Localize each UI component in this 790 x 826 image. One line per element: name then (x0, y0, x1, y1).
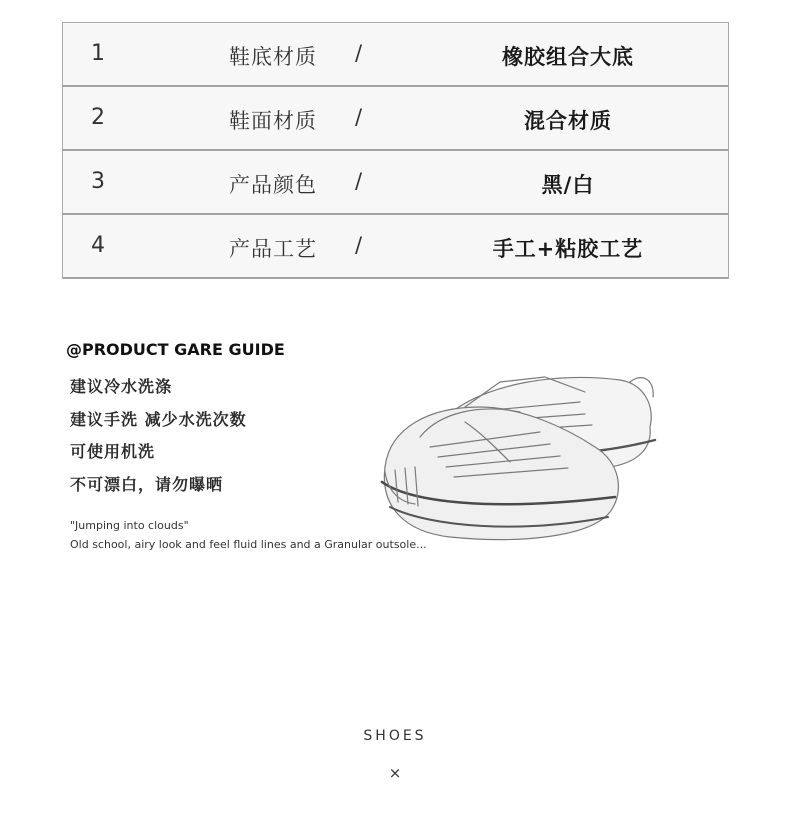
care-instructions (70, 374, 247, 504)
row-separator: / (355, 105, 363, 129)
row-label: 鞋底材质 (229, 45, 317, 69)
row-separator: / (355, 233, 363, 257)
sneaker-sketch-image (370, 352, 670, 552)
row-label: 产品颜色 (229, 173, 317, 197)
tagline-quote: "Jumping into clouds" (70, 519, 189, 532)
spec-row (63, 87, 728, 151)
close-icon[interactable]: × (388, 764, 402, 782)
spec-row (63, 215, 728, 279)
row-label: 鞋面材质 (229, 109, 317, 133)
spec-row (63, 151, 728, 215)
row-value: 手工+粘胶工艺 (492, 237, 644, 261)
row-separator: / (355, 169, 363, 193)
care-guide-title: @PRODUCT GARE GUIDE (66, 340, 285, 359)
care-item: 建议冷水洗涤 (70, 377, 173, 396)
row-number: 4 (91, 233, 105, 258)
row-value: 橡胶组合大底 (502, 45, 634, 69)
care-item: 可使用机洗 (70, 442, 156, 461)
row-number: 2 (91, 105, 105, 130)
spec-row (63, 23, 728, 87)
care-item: 不可漂白，请勿曝晒 (70, 474, 224, 494)
tagline-description: Old school, airy look and feel fluid lines and a Granular outsole... (70, 538, 427, 551)
row-value: 黑/白 (541, 173, 595, 197)
spec-table (62, 22, 729, 279)
row-label: 产品工艺 (229, 237, 317, 261)
row-value: 混合材质 (524, 109, 612, 133)
row-separator: / (355, 41, 363, 65)
row-number: 1 (91, 41, 105, 66)
footer-shoes-label: SHOES (363, 728, 427, 744)
row-number: 3 (91, 169, 105, 194)
care-item: 建议手洗 减少水洗次数 (70, 409, 247, 429)
